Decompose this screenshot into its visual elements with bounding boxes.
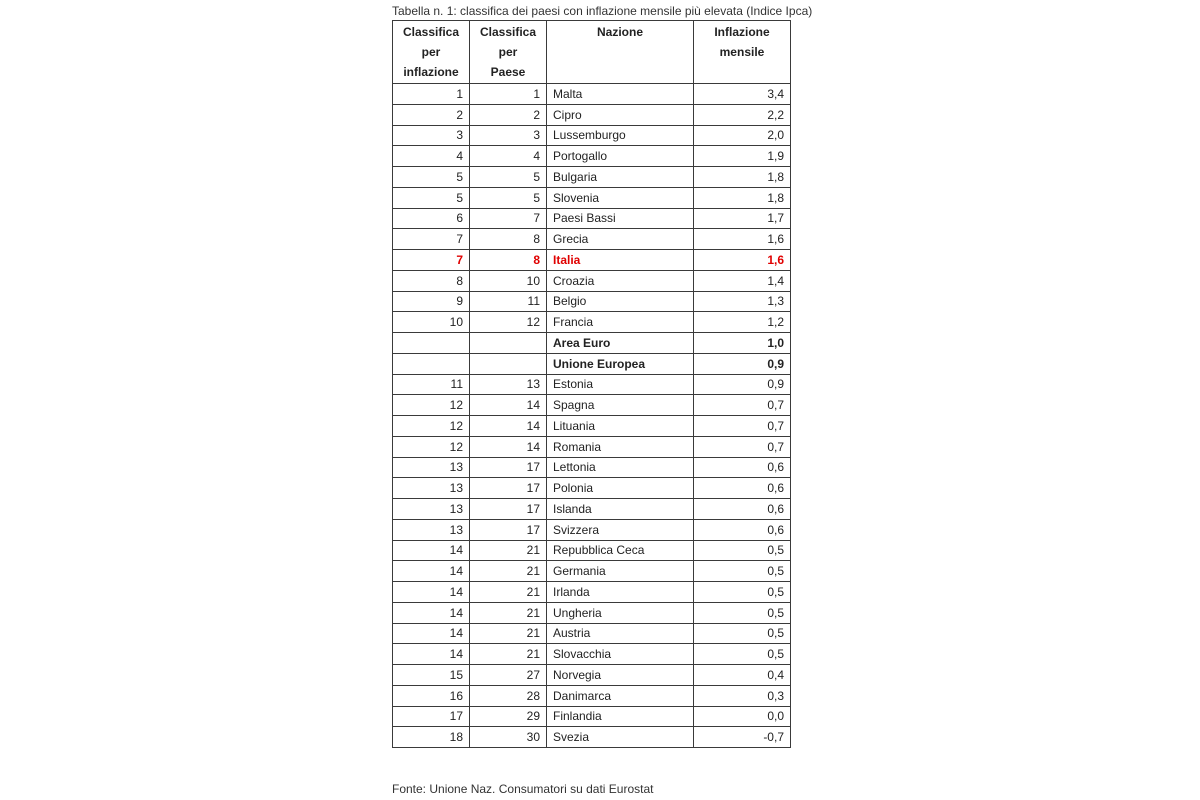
table-row (393, 395, 791, 416)
header-rank-inflation-line-1: Classifica (402, 25, 460, 39)
cell-rank-inflation: 14 (393, 623, 470, 644)
cell-rank-inflation: 16 (393, 685, 470, 706)
table-row (393, 665, 791, 686)
cell-country: Norvegia (547, 665, 694, 686)
cell-rank-country: 12 (470, 312, 547, 333)
cell-country: Francia (547, 312, 694, 333)
cell-rank-inflation: 12 (393, 416, 470, 437)
cell-rank-country: 21 (470, 582, 547, 603)
cell-rank-inflation: 10 (393, 312, 470, 333)
header-rank-country-line-2: per (498, 45, 518, 59)
header-rank-inflation (393, 21, 470, 84)
table-row (393, 685, 791, 706)
cell-country: Grecia (547, 229, 694, 250)
cell-rank-country: 8 (470, 229, 547, 250)
cell-rank-inflation: 5 (393, 167, 470, 188)
cell-inflation: 0,0 (694, 706, 791, 727)
cell-rank-inflation: 7 (393, 250, 470, 271)
cell-rank-inflation: 13 (393, 519, 470, 540)
cell-rank-inflation: 15 (393, 665, 470, 686)
table-row (393, 457, 791, 478)
cell-country: Lettonia (547, 457, 694, 478)
cell-rank-inflation: 13 (393, 457, 470, 478)
cell-inflation: 0,5 (694, 582, 791, 603)
table-row (393, 561, 791, 582)
cell-country: Malta (547, 84, 694, 105)
cell-rank-country: 2 (470, 104, 547, 125)
cell-rank-inflation: 4 (393, 146, 470, 167)
cell-inflation: 0,5 (694, 623, 791, 644)
cell-country: Germania (547, 561, 694, 582)
inflation-ranking-table (392, 20, 791, 748)
table-row (393, 187, 791, 208)
cell-rank-inflation: 18 (393, 727, 470, 748)
cell-country: Svizzera (547, 519, 694, 540)
cell-rank-country: 14 (470, 395, 547, 416)
header-inflation (694, 21, 791, 84)
cell-rank-country: 5 (470, 187, 547, 208)
cell-inflation: 0,4 (694, 665, 791, 686)
table-row (393, 312, 791, 333)
table-row (393, 291, 791, 312)
cell-inflation: 1,4 (694, 270, 791, 291)
header-inflation-line-1: Inflazione (714, 25, 770, 39)
table-row (393, 602, 791, 623)
cell-country: Repubblica Ceca (547, 540, 694, 561)
cell-rank-inflation: 5 (393, 187, 470, 208)
cell-rank-country (470, 333, 547, 354)
table-row (393, 229, 791, 250)
header-country (547, 21, 694, 84)
cell-rank-inflation: 12 (393, 436, 470, 457)
cell-inflation: 2,0 (694, 125, 791, 146)
table-row (393, 416, 791, 437)
table-header-row (393, 21, 791, 84)
cell-country: Croazia (547, 270, 694, 291)
cell-rank-inflation: 14 (393, 540, 470, 561)
cell-rank-country: 30 (470, 727, 547, 748)
table-row (393, 250, 791, 271)
table-row (393, 208, 791, 229)
table-row (393, 499, 791, 520)
cell-inflation: 0,6 (694, 457, 791, 478)
cell-country: Finlandia (547, 706, 694, 727)
table-row (393, 540, 791, 561)
header-rank-country-line-1: Classifica (479, 25, 537, 39)
cell-inflation: 1,7 (694, 208, 791, 229)
cell-inflation: 0,9 (694, 353, 791, 374)
cell-rank-inflation: 13 (393, 478, 470, 499)
cell-inflation: 0,5 (694, 540, 791, 561)
cell-country: Area Euro (547, 333, 694, 354)
source-note: Fonte: Unione Naz. Consumatori su dati Eurostat (392, 782, 654, 796)
cell-rank-country: 21 (470, 561, 547, 582)
table-row (393, 436, 791, 457)
cell-inflation: 0,7 (694, 395, 791, 416)
cell-rank-country: 11 (470, 291, 547, 312)
cell-country: Portogallo (547, 146, 694, 167)
cell-country: Cipro (547, 104, 694, 125)
cell-country: Irlanda (547, 582, 694, 603)
cell-rank-country: 7 (470, 208, 547, 229)
cell-country: Slovacchia (547, 644, 694, 665)
cell-inflation: 0,9 (694, 374, 791, 395)
cell-inflation: 1,9 (694, 146, 791, 167)
table-caption: Tabella n. 1: classifica dei paesi con inflazione mensile più elevata (Indice Ipca) (392, 4, 813, 18)
table-row (393, 478, 791, 499)
table-row (393, 146, 791, 167)
header-rank-country (470, 21, 547, 84)
cell-country: Unione Europea (547, 353, 694, 374)
table-row (393, 644, 791, 665)
table-row (393, 125, 791, 146)
cell-rank-country: 3 (470, 125, 547, 146)
header-inflation-line-2: mensile (719, 45, 765, 59)
cell-inflation: 0,7 (694, 416, 791, 437)
cell-rank-inflation: 8 (393, 270, 470, 291)
cell-rank-country: 17 (470, 519, 547, 540)
cell-rank-inflation: 14 (393, 561, 470, 582)
cell-rank-country: 14 (470, 436, 547, 457)
cell-country: Bulgaria (547, 167, 694, 188)
header-rank-inflation-line-3: inflazione (403, 65, 459, 79)
cell-inflation: 0,5 (694, 561, 791, 582)
header-country-label: Nazione (596, 25, 643, 39)
cell-rank-country (470, 353, 547, 374)
table-row (393, 582, 791, 603)
cell-country: Belgio (547, 291, 694, 312)
cell-rank-country: 29 (470, 706, 547, 727)
cell-inflation: 0,6 (694, 478, 791, 499)
cell-rank-country: 21 (470, 644, 547, 665)
cell-inflation: 0,5 (694, 602, 791, 623)
cell-rank-country: 27 (470, 665, 547, 686)
cell-inflation: 0,3 (694, 685, 791, 706)
cell-rank-inflation: 6 (393, 208, 470, 229)
cell-rank-inflation: 1 (393, 84, 470, 105)
cell-inflation: 3,4 (694, 84, 791, 105)
cell-rank-country: 13 (470, 374, 547, 395)
table-row (393, 727, 791, 748)
header-rank-country-line-3: Paese (490, 65, 526, 79)
cell-inflation: 1,6 (694, 229, 791, 250)
cell-inflation: 0,6 (694, 499, 791, 520)
cell-rank-inflation: 14 (393, 644, 470, 665)
table-row (393, 104, 791, 125)
cell-country: Romania (547, 436, 694, 457)
cell-country: Italia (547, 250, 694, 271)
header-rank-inflation-line-2: per (421, 45, 441, 59)
table-row (393, 167, 791, 188)
cell-inflation: 0,7 (694, 436, 791, 457)
table-row (393, 270, 791, 291)
cell-rank-country: 5 (470, 167, 547, 188)
cell-rank-country: 21 (470, 623, 547, 644)
cell-country: Austria (547, 623, 694, 644)
cell-country: Paesi Bassi (547, 208, 694, 229)
cell-rank-inflation: 17 (393, 706, 470, 727)
cell-rank-country: 21 (470, 540, 547, 561)
table-row (393, 374, 791, 395)
cell-inflation: 1,3 (694, 291, 791, 312)
cell-rank-country: 21 (470, 602, 547, 623)
cell-rank-country: 4 (470, 146, 547, 167)
cell-rank-inflation (393, 333, 470, 354)
cell-inflation: 2,2 (694, 104, 791, 125)
cell-rank-country: 17 (470, 478, 547, 499)
cell-inflation: 1,8 (694, 187, 791, 208)
table-row (393, 353, 791, 374)
table-row (393, 84, 791, 105)
table-row (393, 333, 791, 354)
cell-country: Islanda (547, 499, 694, 520)
cell-country: Spagna (547, 395, 694, 416)
cell-rank-inflation: 11 (393, 374, 470, 395)
cell-country: Estonia (547, 374, 694, 395)
cell-rank-country: 28 (470, 685, 547, 706)
cell-rank-inflation: 9 (393, 291, 470, 312)
cell-country: Slovenia (547, 187, 694, 208)
cell-country: Danimarca (547, 685, 694, 706)
cell-rank-country: 1 (470, 84, 547, 105)
cell-rank-inflation: 14 (393, 602, 470, 623)
table-row (393, 519, 791, 540)
cell-country: Ungheria (547, 602, 694, 623)
cell-inflation: 1,0 (694, 333, 791, 354)
cell-rank-country: 14 (470, 416, 547, 437)
table-row (393, 623, 791, 644)
cell-inflation: 0,5 (694, 644, 791, 665)
cell-rank-inflation (393, 353, 470, 374)
cell-rank-inflation: 12 (393, 395, 470, 416)
cell-rank-country: 17 (470, 457, 547, 478)
cell-rank-country: 10 (470, 270, 547, 291)
cell-inflation: -0,7 (694, 727, 791, 748)
cell-inflation: 1,2 (694, 312, 791, 333)
cell-inflation: 0,6 (694, 519, 791, 540)
cell-country: Polonia (547, 478, 694, 499)
cell-inflation: 1,6 (694, 250, 791, 271)
cell-rank-inflation: 3 (393, 125, 470, 146)
cell-rank-country: 17 (470, 499, 547, 520)
cell-inflation: 1,8 (694, 167, 791, 188)
cell-rank-inflation: 14 (393, 582, 470, 603)
cell-rank-inflation: 13 (393, 499, 470, 520)
cell-rank-inflation: 2 (393, 104, 470, 125)
table-row (393, 706, 791, 727)
cell-rank-country: 8 (470, 250, 547, 271)
table-body (393, 84, 791, 748)
cell-country: Svezia (547, 727, 694, 748)
cell-country: Lussemburgo (547, 125, 694, 146)
cell-rank-inflation: 7 (393, 229, 470, 250)
cell-country: Lituania (547, 416, 694, 437)
